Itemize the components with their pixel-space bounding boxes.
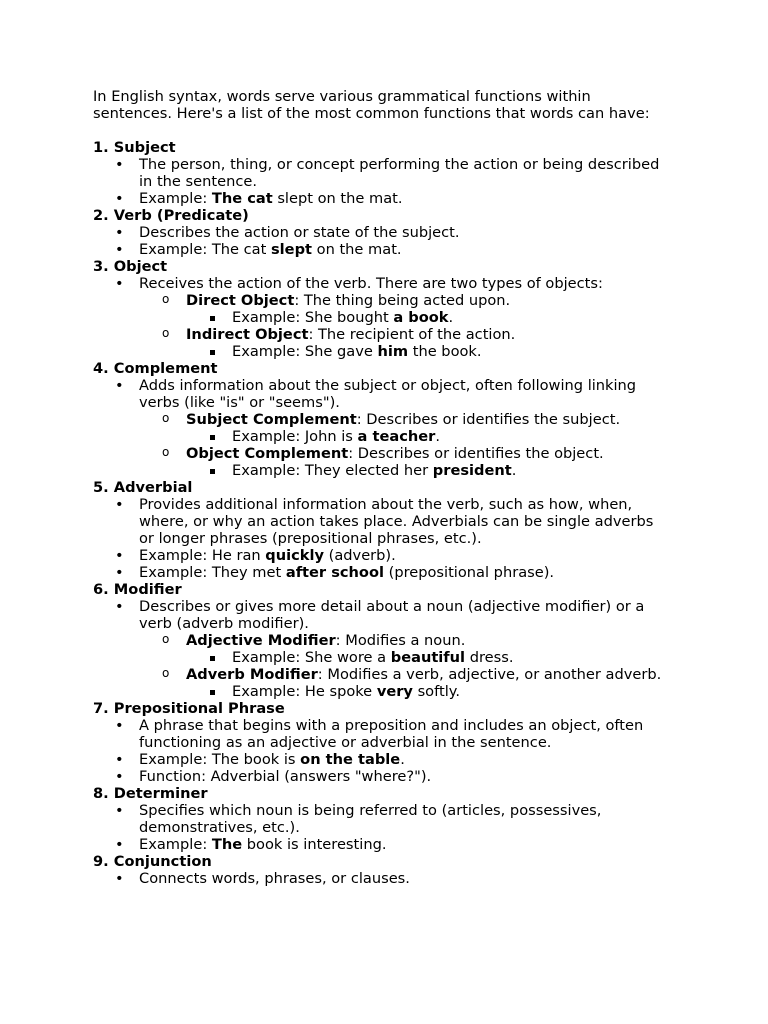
example-item: Example: They elected her president.	[232, 462, 669, 479]
example-item: Example: She gave him the book.	[232, 343, 672, 360]
section-title: 7. Prepositional Phrase	[93, 700, 285, 717]
sub-item: o Adverb Modifier: Modifies a verb, adjective, or another adverb. Example: He spoke very softly.	[186, 666, 669, 700]
list-item: • Example: They met after school (prepositional phrase).	[139, 564, 672, 581]
example-item: Example: She wore a beautiful dress.	[232, 649, 669, 666]
section-determiner	[93, 785, 672, 853]
sub-item: o Object Complement: Describes or identifies the object. Example: They elected her president.	[186, 445, 669, 479]
section-title: 2. Verb (Predicate)	[93, 207, 249, 224]
list-item: • Describes the action or state of the subject.	[139, 224, 672, 241]
section-title: 8. Determiner	[93, 785, 208, 802]
section-title: 4. Complement	[93, 360, 218, 377]
function-list	[93, 139, 672, 887]
example-item: Example: John is a teacher.	[232, 428, 669, 445]
sub-item: o Subject Complement: Describes or identifies the subject. Example: John is a teacher.	[186, 411, 669, 445]
list-item: • Provides additional information about the verb, such as how, when, where, or why an action takes place. Adverbials can be single adverbs or longer phrases (prepositional phrases, etc.).	[139, 496, 669, 547]
section-subject	[93, 139, 672, 207]
list-item: • Example: The book is on the table.	[139, 751, 672, 768]
section-complement	[93, 360, 672, 479]
sub-item: o Direct Object: The thing being acted upon. Example: She bought a book.	[186, 292, 672, 326]
section-conjunction	[93, 853, 672, 887]
intro-paragraph: In English syntax, words serve various grammatical functions within sentences. Here's a list of the most common functions that words can have:	[93, 88, 650, 122]
sub-item: o Adjective Modifier: Modifies a noun. Example: She wore a beautiful dress.	[186, 632, 669, 666]
section-title: 9. Conjunction	[93, 853, 212, 870]
list-item: • Example: The book is interesting.	[139, 836, 672, 853]
list-item: • The person, thing, or concept performing the action or being described in the sentence.	[139, 156, 669, 190]
list-item: • Describes or gives more detail about a noun (adjective modifier) or a verb (adverb modifier). o Adjective Modifier: Modifies a noun. Example: She wore a beautiful dress. o Adverb Modifier: Modifies a verb, adjective, or another adverb. Example: He spoke very softly.	[139, 598, 669, 700]
section-adverbial	[93, 479, 672, 581]
section-title: 6. Modifier	[93, 581, 182, 598]
example-item: Example: She bought a book.	[232, 309, 672, 326]
list-item: • Example: The cat slept on the mat.	[139, 241, 672, 258]
list-item: • Example: The cat slept on the mat.	[139, 190, 672, 207]
list-item: • Connects words, phrases, or clauses.	[139, 870, 672, 887]
list-item: • Example: He ran quickly (adverb).	[139, 547, 672, 564]
section-title: 5. Adverbial	[93, 479, 193, 496]
section-verb	[93, 207, 672, 258]
section-object	[93, 258, 672, 360]
section-title: 3. Object	[93, 258, 168, 275]
example-item: Example: He spoke very softly.	[232, 683, 669, 700]
list-item: • Function: Adverbial (answers "where?").	[139, 768, 672, 785]
list-item: • A phrase that begins with a preposition and includes an object, often functioning as an adjective or adverbial in the sentence.	[139, 717, 669, 751]
list-item: • Adds information about the subject or object, often following linking verbs (like "is" or "seems"). o Subject Complement: Describes or identifies the subject. Example: John is a teacher. o Object Complement: Describes or identifies the object. Example: They elected her president.	[139, 377, 669, 479]
list-item: • Specifies which noun is being referred to (articles, possessives, demonstratives, etc.).	[139, 802, 669, 836]
list-item: • Receives the action of the verb. There are two types of objects: o Direct Object: The thing being acted upon. Example: She bought a book. o Indirect Object: The recipient of the action. Example: She gave him the book.	[139, 275, 672, 360]
section-modifier	[93, 581, 672, 700]
sub-item: o Indirect Object: The recipient of the action. Example: She gave him the book.	[186, 326, 672, 360]
section-prepositional-phrase	[93, 700, 672, 785]
section-title: 1. Subject	[93, 139, 176, 156]
